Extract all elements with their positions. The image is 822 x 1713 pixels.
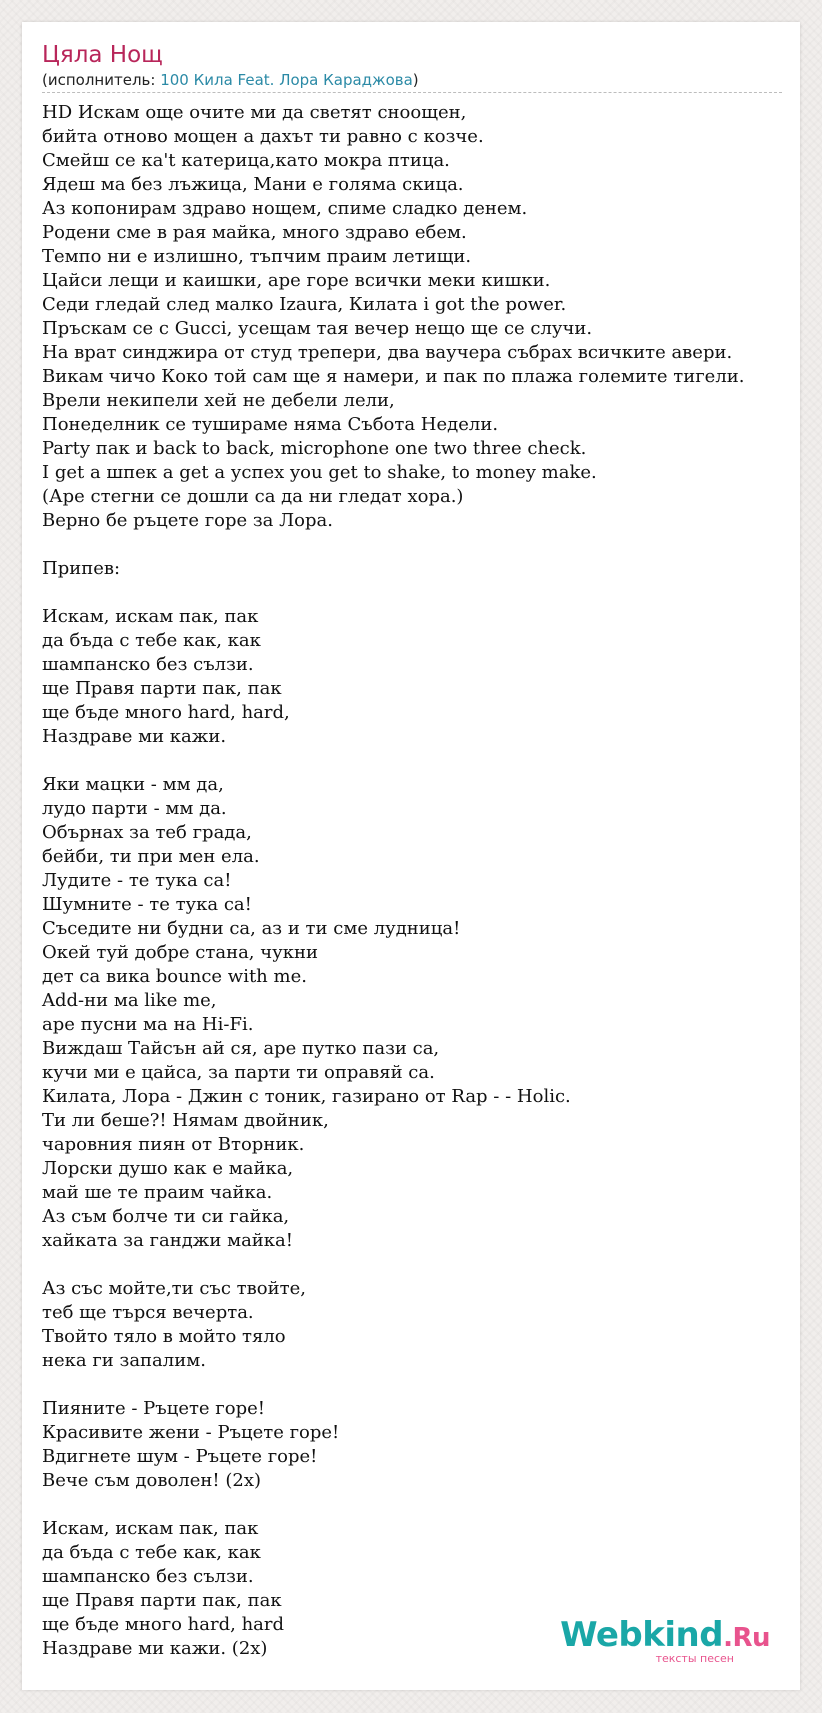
lyric-line: май ше те праим чайка. <box>42 1182 273 1203</box>
logo-name: Webkind <box>560 1615 724 1655</box>
lyric-blank-line <box>42 1493 800 1517</box>
lyric-line: Шумните - те тука са! <box>42 894 252 915</box>
lyric-line: Врели некипели хей не дебели лели, <box>42 390 395 411</box>
lyric-line: шампанско без сълзи. <box>42 654 254 675</box>
lyric-blank-line <box>42 749 800 773</box>
lyric-blank-line <box>42 581 800 605</box>
lyric-line: ще бъде много hard, hard <box>42 1614 285 1635</box>
lyric-line: Смейш се ка't катерица,като мокра птица. <box>42 150 450 171</box>
lyric-line: шампанско без сълзи. <box>42 1566 254 1587</box>
lyric-line: На врат синджира от студ трепери, два ваучера събрах всичките авери. <box>42 342 733 363</box>
lyric-line: лудо парти - мм да. <box>42 798 227 819</box>
lyric-line: ще бъде много hard, hard, <box>42 702 290 723</box>
song-title: Цяла Нощ <box>42 42 163 68</box>
lyric-line: чаровния пиян от Вторник. <box>42 1134 305 1155</box>
lyric-line: теб ще търся вечерта. <box>42 1302 254 1323</box>
lyric-line: I get а шпек а get а успех you get to shake, to money make. <box>42 462 597 483</box>
lyric-line: Седи гледай след малко Izaura, Килата i got the power. <box>42 294 567 315</box>
lyric-line: Аз съм болче ти си гайка, <box>42 1206 290 1227</box>
lyric-line: дет са вика bounce with me. <box>42 966 307 987</box>
lyric-line: Красивите жени - Ръцете горе! <box>42 1422 340 1443</box>
lyric-line: Пръскам се с Gucci, усещам тая вечер нещо ще се случи. <box>42 318 593 339</box>
lyric-line: Темпо ни е излишно, тъпчим праим летищи. <box>42 246 472 267</box>
lyric-blank-line <box>42 1373 800 1397</box>
lyric-line: Наздраве ми кажи. (2х) <box>42 1638 268 1659</box>
lyric-line: Ти ли беше?! Нямам двойник, <box>42 1110 329 1131</box>
lyric-line: Аз със мойте,ти със твойте, <box>42 1278 306 1299</box>
lyric-line: Искам, искам пак, пак <box>42 1518 259 1539</box>
lyric-line: Цайси лещи и каишки, аре горе всички меки кишки. <box>42 270 551 291</box>
lyric-line: хайката за ганджи майка! <box>42 1230 294 1251</box>
logo-subtitle: тексты песен <box>655 1652 734 1665</box>
lyric-line: Верно бе ръцете горе за Лора. <box>42 510 333 531</box>
logo-wordmark <box>560 1615 770 1655</box>
lyric-line: Вече съм доволен! (2х) <box>42 1470 261 1491</box>
lyric-line: аре пусни ма на Hi-Fi. <box>42 1014 254 1035</box>
lyric-line: Ядеш ма без лъжица, Мани е голяма скица. <box>42 174 464 195</box>
lyrics-body <box>42 101 800 1661</box>
lyric-line: Яки мацки - мм да, <box>42 774 224 795</box>
lyric-line: Пияните - Ръцете горе! <box>42 1398 265 1419</box>
lyric-line: Add-ни ма like me, <box>42 990 217 1011</box>
lyric-line: Съседите ни будни са, аз и ти сме лудница! <box>42 918 461 939</box>
artist-suffix: ) <box>412 71 419 89</box>
lyric-line: Килата, Лора - Джин с тоник, газирано от Rap - - Holic. <box>42 1086 571 1107</box>
lyric-line: Лорски душо как е майка, <box>42 1158 294 1179</box>
lyric-line: Аз копонирам здраво нощем, спиме сладко денем. <box>42 198 528 219</box>
lyric-line: да бъда с тебе как, как <box>42 630 261 651</box>
lyric-line: (Аре стегни се дошли са да ни гледат хора.) <box>42 486 464 507</box>
lyric-line: нека ги запалим. <box>42 1350 206 1371</box>
lyric-line: ще Правя парти пак, пак <box>42 678 282 699</box>
lyric-line: Наздраве ми кажи. <box>42 726 227 747</box>
lyric-line: Party пак и back to back, microphone one two three check. <box>42 438 587 459</box>
lyric-line: бийта отново мощен а дахът ти равно с козче. <box>42 126 484 147</box>
artist-line <box>42 70 782 93</box>
lyric-line: HD Искам още очите ми да светят сноощен, <box>42 102 467 123</box>
artist-prefix: (исполнитель: <box>42 71 161 89</box>
lyric-line: кучи ми е цайса, за парти ти оправяй са. <box>42 1062 435 1083</box>
lyric-line: Викам чичо Коко той сам ще я намери, и пак по плажа големите тигели. <box>42 366 745 387</box>
song-header <box>42 40 782 93</box>
artist-link[interactable]: 100 Кила Feat. Лора Караджова <box>160 71 413 89</box>
lyric-blank-line <box>42 1253 800 1277</box>
lyric-line: Окей туй добре стана, чукни <box>42 942 318 963</box>
lyric-line: Родени сме в рая майка, много здраво ебем. <box>42 222 467 243</box>
lyric-blank-line <box>42 533 800 557</box>
logo-tld: .Ru <box>723 1623 770 1653</box>
site-logo[interactable] <box>560 1615 770 1665</box>
lyric-line: ще Правя парти пак, пак <box>42 1590 282 1611</box>
lyric-line: Лудите - те тука са! <box>42 870 232 891</box>
lyric-line: Обърнах за теб града, <box>42 822 252 843</box>
lyrics-card <box>22 22 800 1690</box>
lyric-line: бейби, ти при мен ела. <box>42 846 260 867</box>
lyric-line: Искам, искам пак, пак <box>42 606 259 627</box>
lyric-line: Виждаш Тайсън ай ся, аре путко пази са, <box>42 1038 440 1059</box>
lyric-line: Твойто тяло в мойто тяло <box>42 1326 286 1347</box>
lyric-line: да бъда с тебе как, как <box>42 1542 261 1563</box>
lyric-line: Припев: <box>42 558 121 579</box>
lyric-line: Вдигнете шум - Ръцете горе! <box>42 1446 318 1467</box>
lyric-line: Понеделник се туширамe няма Събота Недели. <box>42 414 499 435</box>
